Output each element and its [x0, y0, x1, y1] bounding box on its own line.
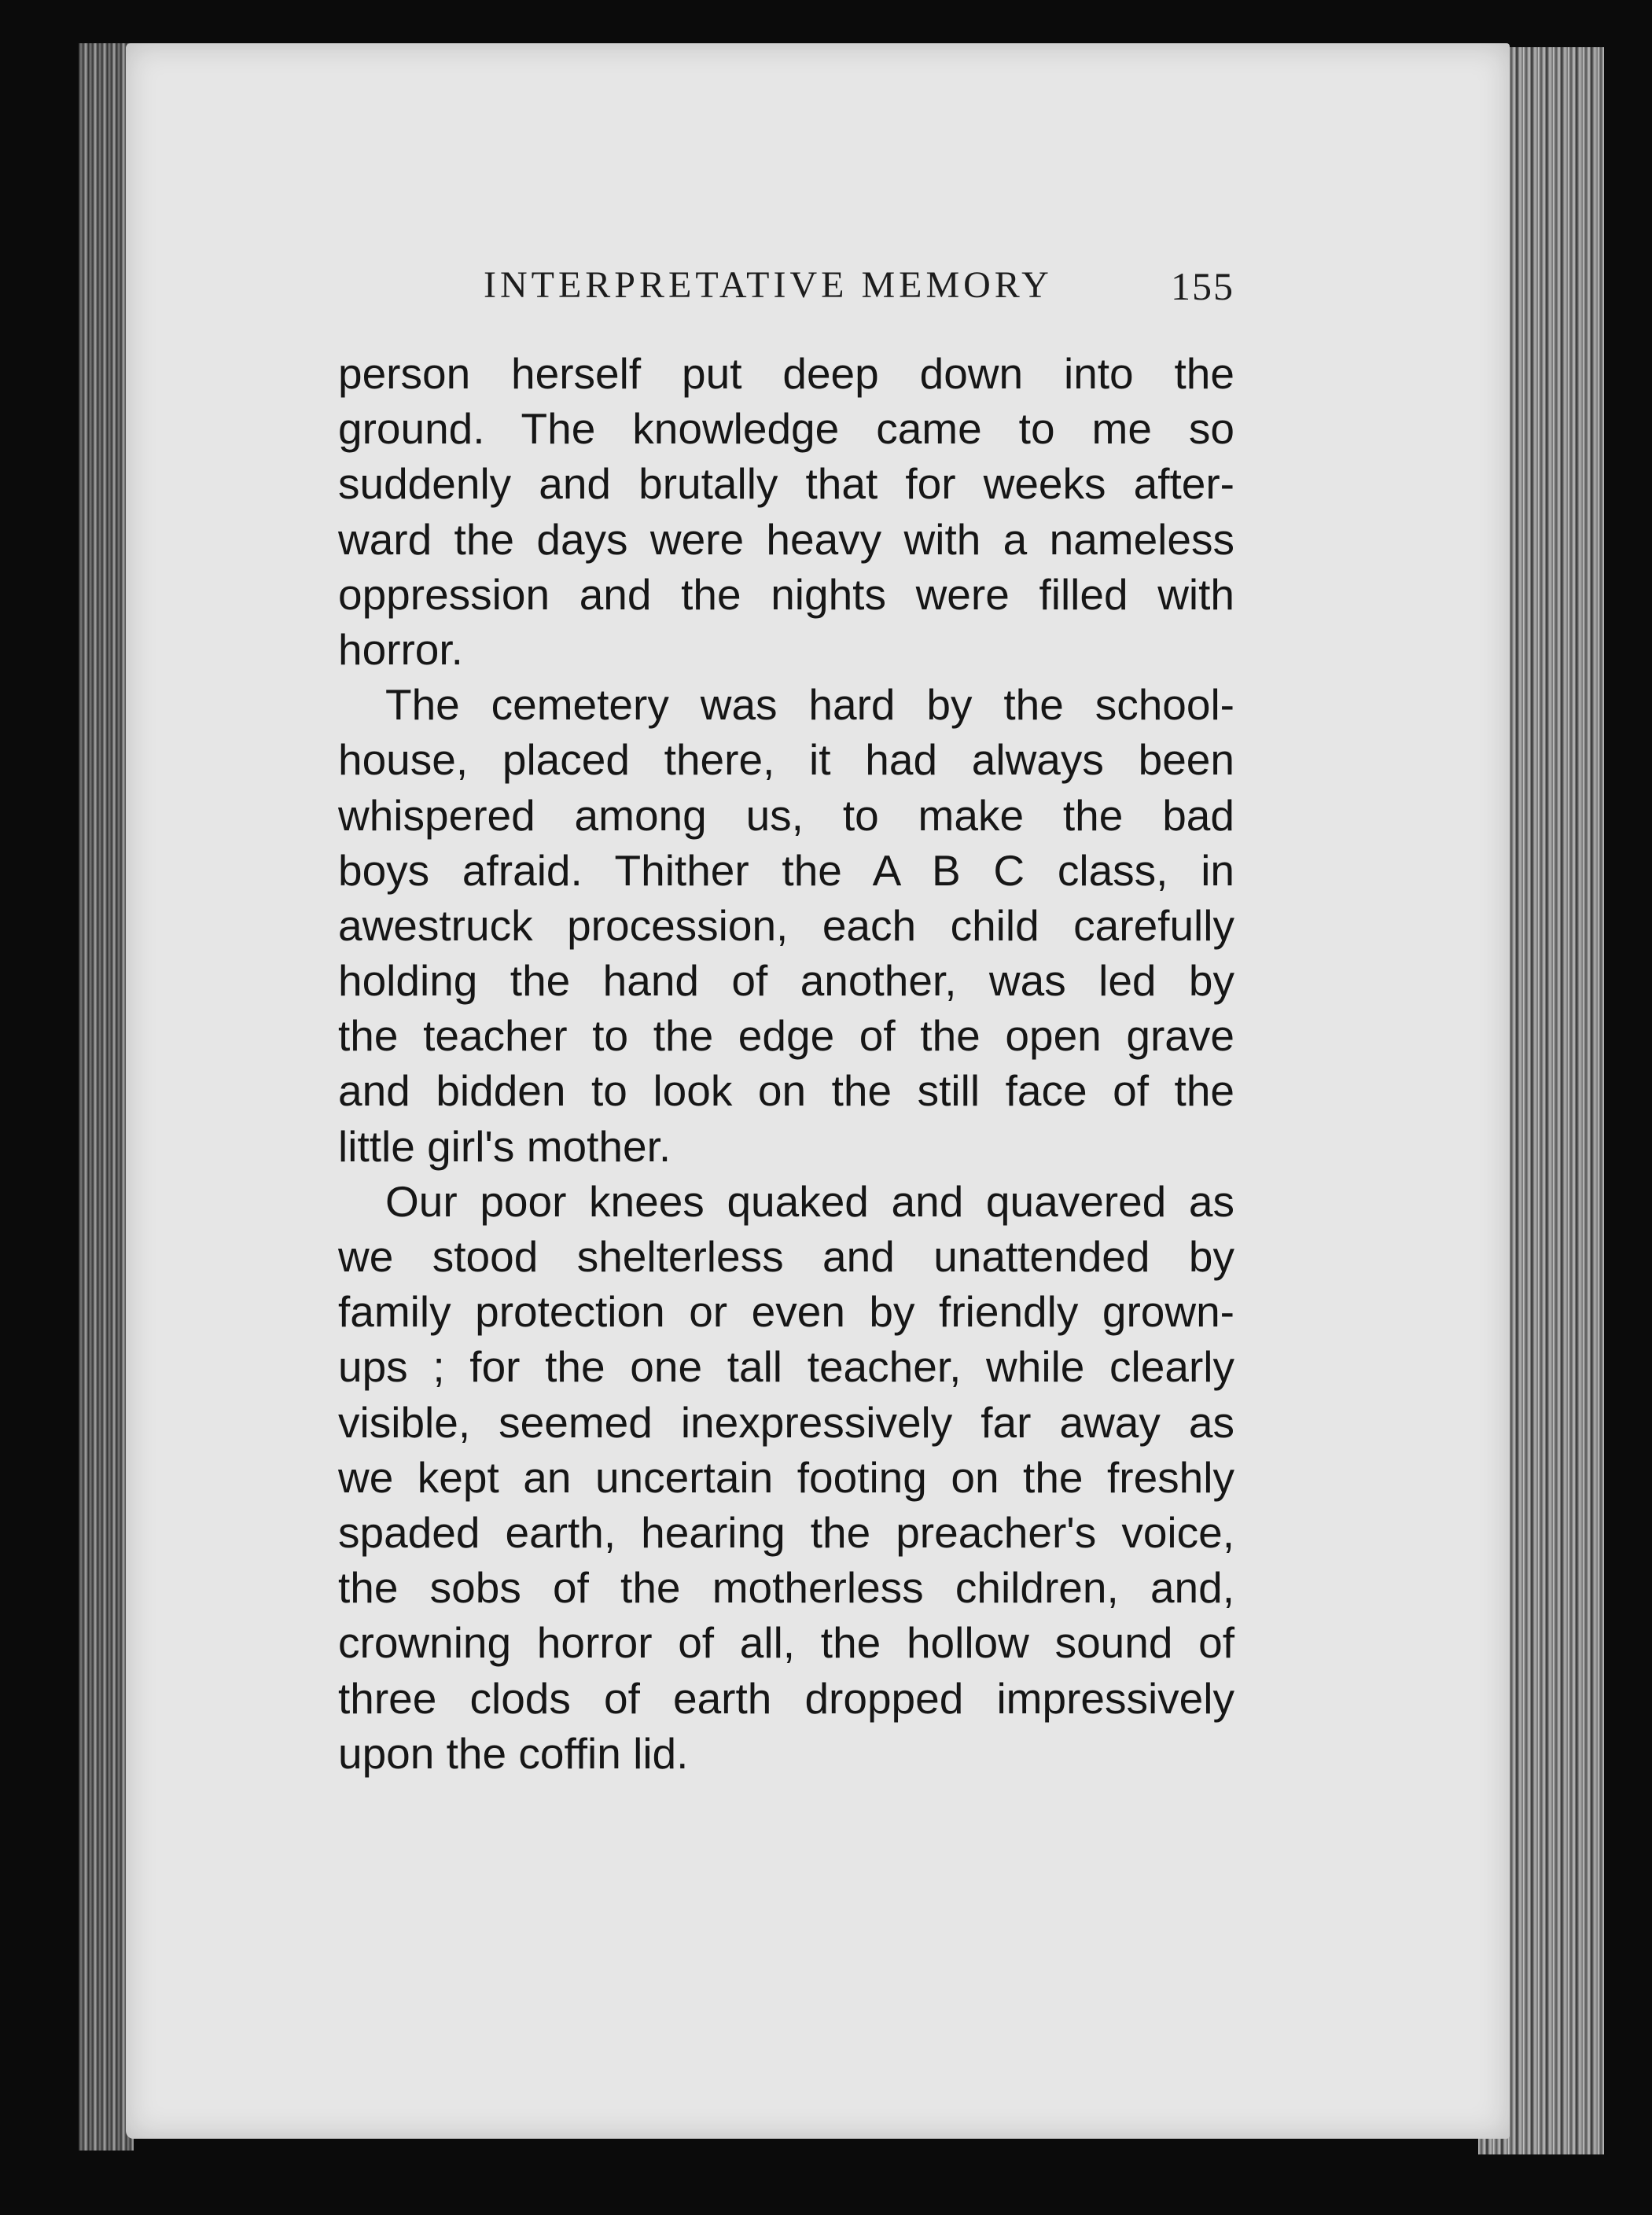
text-line: oppression and the nights were filled with — [338, 569, 1234, 619]
text-line: ward the days were heavy with a nameless — [338, 514, 1234, 564]
text-line: three clods of earth dropped impressively — [338, 1673, 1234, 1723]
text-line: the teacher to the edge of the open grave — [338, 1011, 1234, 1061]
text-line: spaded earth, hearing the preacher's voice, — [338, 1507, 1234, 1557]
text-line: the sobs of the motherless children, and, — [338, 1563, 1234, 1613]
running-title: INTERPRETATIVE MEMORY — [484, 264, 1053, 306]
text-line: ground. The knowledge came to me so — [338, 404, 1234, 454]
running-head — [346, 263, 1234, 318]
paragraph — [338, 1174, 1234, 1781]
text-line: visible, seemed inexpressively far away as — [338, 1397, 1234, 1447]
text-line: horror. — [338, 624, 463, 674]
text-line: family protection or even by friendly grown- — [338, 1287, 1234, 1337]
page-number: 155 — [1171, 264, 1234, 308]
text-line: we stood shelterless and unattended by — [338, 1232, 1234, 1281]
paragraph — [338, 346, 1234, 677]
text-line: we kept an uncertain footing on the freshly — [338, 1452, 1234, 1502]
text-line: The cemetery was hard by the school- — [385, 680, 1234, 730]
text-line: boys afraid. Thither the A B C class, in — [338, 845, 1234, 895]
text-line: ups ; for the one tall teacher, while clearly — [338, 1342, 1234, 1392]
text-line: holding the hand of another, was led by — [338, 956, 1234, 1006]
text-line: little girl's mother. — [338, 1121, 671, 1171]
text-line: suddenly and brutally that for weeks after- — [338, 459, 1234, 509]
text-line: Our poor knees quaked and quavered as — [385, 1176, 1234, 1226]
text-line: awestruck procession, each child carefully — [338, 900, 1234, 950]
text-line: and bidden to look on the still face of the — [338, 1066, 1234, 1116]
text-line: person herself put deep down into the — [338, 349, 1234, 398]
text-line: house, placed there, it had always been — [338, 735, 1234, 785]
paragraph — [338, 677, 1234, 1174]
text-line: whispered among us, to make the bad — [338, 790, 1234, 840]
body-text — [338, 346, 1234, 1781]
text-line: crowning horror of all, the hollow sound of — [338, 1618, 1234, 1668]
text-line: upon the coffin lid. — [338, 1728, 689, 1778]
